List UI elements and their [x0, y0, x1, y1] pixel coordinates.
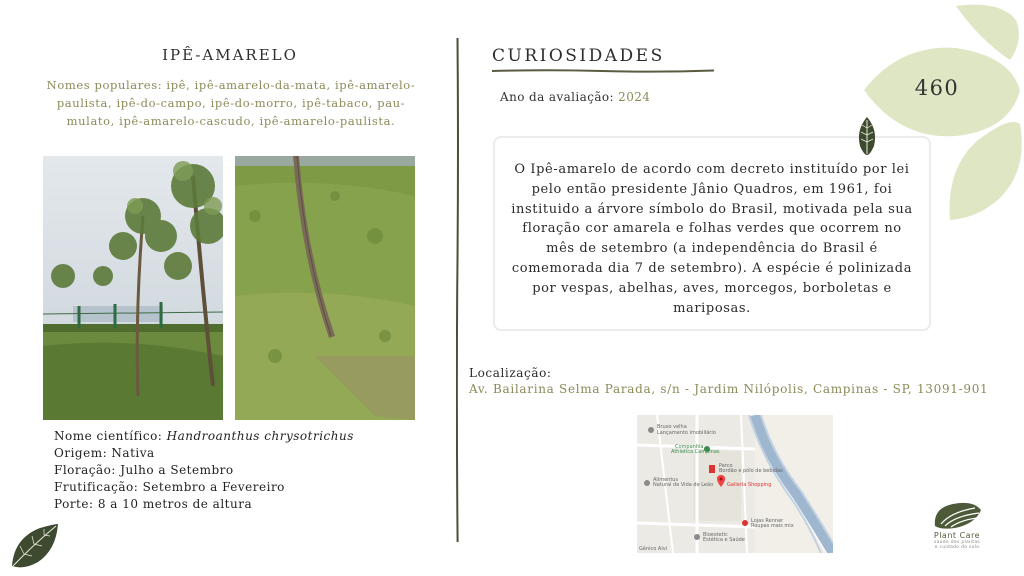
- curiosities-underline: [492, 68, 714, 74]
- fruiting: Frutificação: Setembro a Fevereiro: [54, 480, 285, 494]
- logo-name: Plant Care: [933, 531, 981, 540]
- leaf-corner-icon: [10, 522, 60, 568]
- map-label-alimentus: Alimentus: [653, 477, 679, 483]
- scientific-name-value: Handroanthus chrysotrichus: [166, 429, 354, 443]
- tree-photo-1: [43, 156, 223, 420]
- origin: Origem: Nativa: [54, 446, 155, 460]
- score-value: 460: [914, 76, 960, 100]
- popular-names: Nomes populares: ipê, ipê-amarelo-da-mata, ipê-amarelo-paulista, ipê-do-campo, ipê-do-morro, ipê-tabaco, pau-mulato, ipê-amarelo-cascudo, ipê-amarelo-paulista.: [46, 78, 416, 128]
- column-divider: [456, 38, 459, 542]
- location-address: Av. Bailarina Selma Parada, s/n - Jardim Nilópolis, Campinas - SP, 13091-901: [469, 382, 989, 396]
- map-label-campinas2: Athletica Campinas: [671, 449, 720, 455]
- logo-tagline-1: saúde das plantas: [933, 540, 981, 545]
- species-title: IPÊ-AMARELO: [162, 46, 298, 64]
- map-label-bioestetic2: Estética e Saúde: [703, 537, 745, 543]
- map-label-parco2: Bordão e pólo de bebidas: [719, 468, 783, 474]
- map-label-top1: Bruxo velha: [657, 424, 687, 430]
- map-label-lojas: Lojas Renner: [751, 518, 784, 524]
- map-label-bioestetic: Bioestetic: [703, 532, 728, 538]
- map-label-alimentus2: Natural de Vida de Leão: [653, 482, 714, 488]
- map-label-lojas2: Roupas mais mix: [751, 523, 794, 529]
- species-facts: [54, 428, 354, 513]
- flowering: Floração: Julho a Setembro: [54, 463, 234, 477]
- logo-tagline-2: e cuidado do solo: [934, 545, 980, 550]
- location-label: Localização:: [469, 366, 552, 380]
- plant-care-logo: [920, 500, 994, 550]
- location-map[interactable]: [637, 415, 833, 553]
- map-label-campinas: Companhia: [675, 444, 704, 450]
- curiosities-text: O Ipê-amarelo de acordo com decreto instituído por lei pelo então presidente Jânio Quadros, em 1961, foi instituido a árvore símbolo do Brasil, motivada pela sua floração cor amarela e folhas verdes que ocorrem no mês de setembro (a independência do Brasil é comemorada dia 7 de setembro). A espécie é polinizada por vespas, abelhas, aves, morcegos, borboletas e mariposas.: [493, 136, 931, 331]
- map-label-parco: Parco: [719, 463, 733, 469]
- map-label-shopping: Galleria Shopping: [727, 482, 772, 488]
- decorative-leaves-icon: [860, 0, 1024, 225]
- tree-photo-2: [235, 156, 415, 420]
- evaluation-year-value: 2024: [618, 90, 651, 104]
- scientific-name: Nome científico: Handroanthus chrysotrichus: [54, 429, 354, 443]
- size: Porte: 8 a 10 metros de altura: [54, 497, 253, 511]
- map-label-top2: Lançamento imobiliário: [657, 430, 716, 436]
- plant-care-logo-icon: [931, 500, 983, 530]
- map-label-bottom: Gênico Alvi: [639, 546, 668, 552]
- curiosities-title: CURIOSIDADES: [492, 46, 665, 66]
- evaluation-year: Ano da avaliação: 2024: [500, 90, 651, 104]
